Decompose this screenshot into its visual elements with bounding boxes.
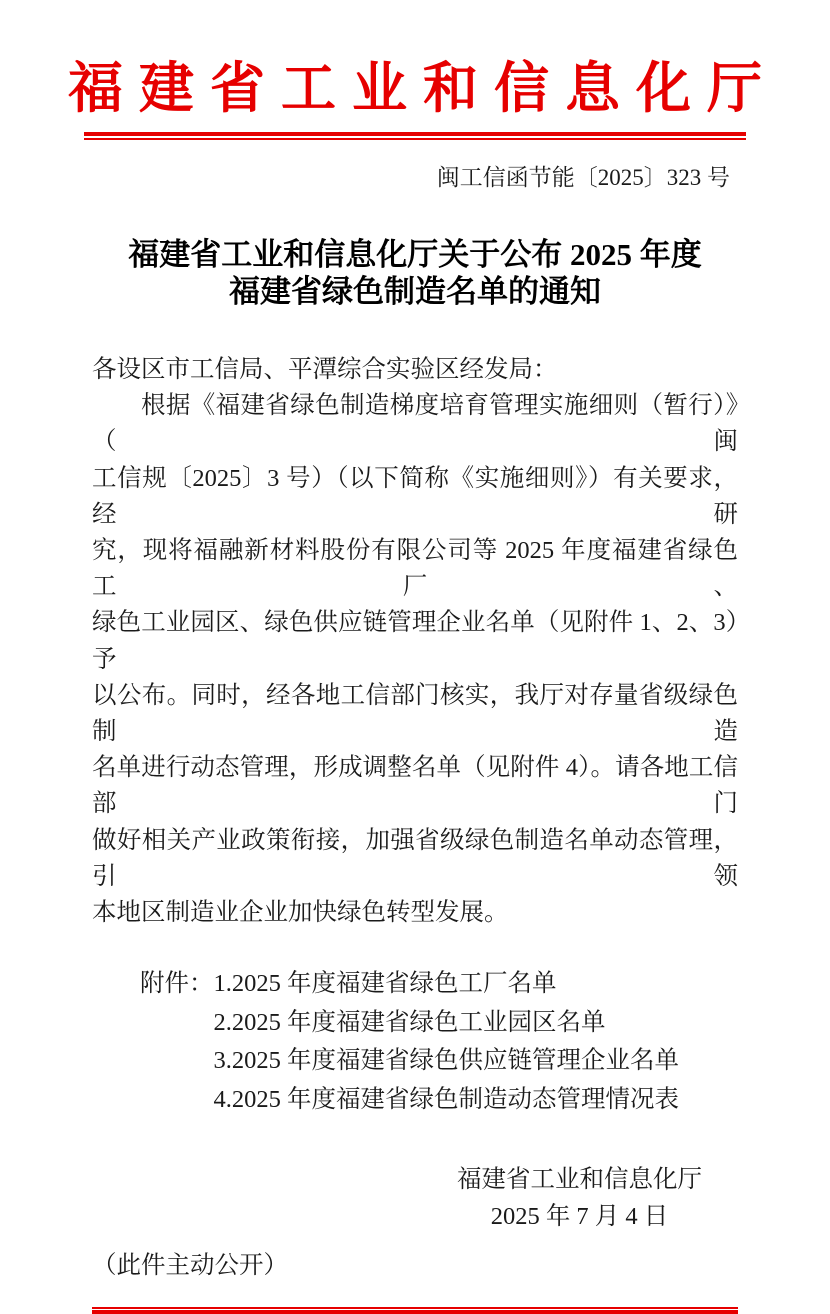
agency-masthead: 福建省工业和信息化厅 <box>67 58 778 119</box>
attachment-item: 4.2025 年度福建省绿色制造动态管理情况表 <box>213 1085 679 1113</box>
attachments-label: 附件： <box>140 970 214 998</box>
attachment-item: 1.2025 年度福建省绿色工厂名单 <box>213 970 557 998</box>
document-title-line-1: 福建省工业和信息化厅关于公布 2025 年度 <box>128 237 702 272</box>
header-double-rule <box>84 132 746 140</box>
body-line: 名单进行动态管理，形成调整名单（见附件 4）。请各地工信部门 <box>92 754 738 818</box>
body-line: 以公布。同时，经各地工信部门核实，我厅对存量省级绿色制造 <box>92 681 738 746</box>
publicity-note: （此件主动公开） <box>92 1252 288 1280</box>
body-line: 本地区制造业企业加快绿色转型发展。 <box>92 899 509 927</box>
attachment-item: 2.2025 年度福建省绿色工业园区名单 <box>213 1008 606 1036</box>
attachment-item: 3.2025 年度福建省绿色供应链管理企业名单 <box>213 1047 679 1075</box>
attachments-list <box>214 965 680 1119</box>
footer-double-rule <box>92 1307 738 1314</box>
document-number: 闽工信函节能〔2025〕323 号 <box>436 165 730 190</box>
signature-agency: 福建省工业和信息化厅 <box>457 1166 702 1194</box>
body-line: 工信规〔2025〕3 号）（以下简称《实施细则》）有关要求，经研 <box>92 464 738 528</box>
document-title-line-2: 福建省绿色制造名单的通知 <box>229 274 601 309</box>
attachments-block <box>140 965 770 1119</box>
salutation: 各设区市工信局、平潭综合实验区经发局： <box>92 356 558 383</box>
body-line: 做好相关产业政策衔接，加强省级绿色制造名单动态管理，引领 <box>92 826 738 890</box>
body-line: 究，现将福融新材料股份有限公司等 2025 年度福建省绿色工厂、 <box>92 537 738 601</box>
body-line: 绿色工业园区、绿色供应链管理企业名单（见附件 1、2、3）予 <box>92 609 738 673</box>
body-line: 根据《福建省绿色制造梯度培育管理实施细则（暂行）》（闽 <box>92 392 738 456</box>
document-title <box>0 236 830 310</box>
document-body <box>92 352 738 931</box>
signature-date: 2025 年 7 月 4 日 <box>490 1203 669 1231</box>
signature-block <box>457 1161 702 1235</box>
